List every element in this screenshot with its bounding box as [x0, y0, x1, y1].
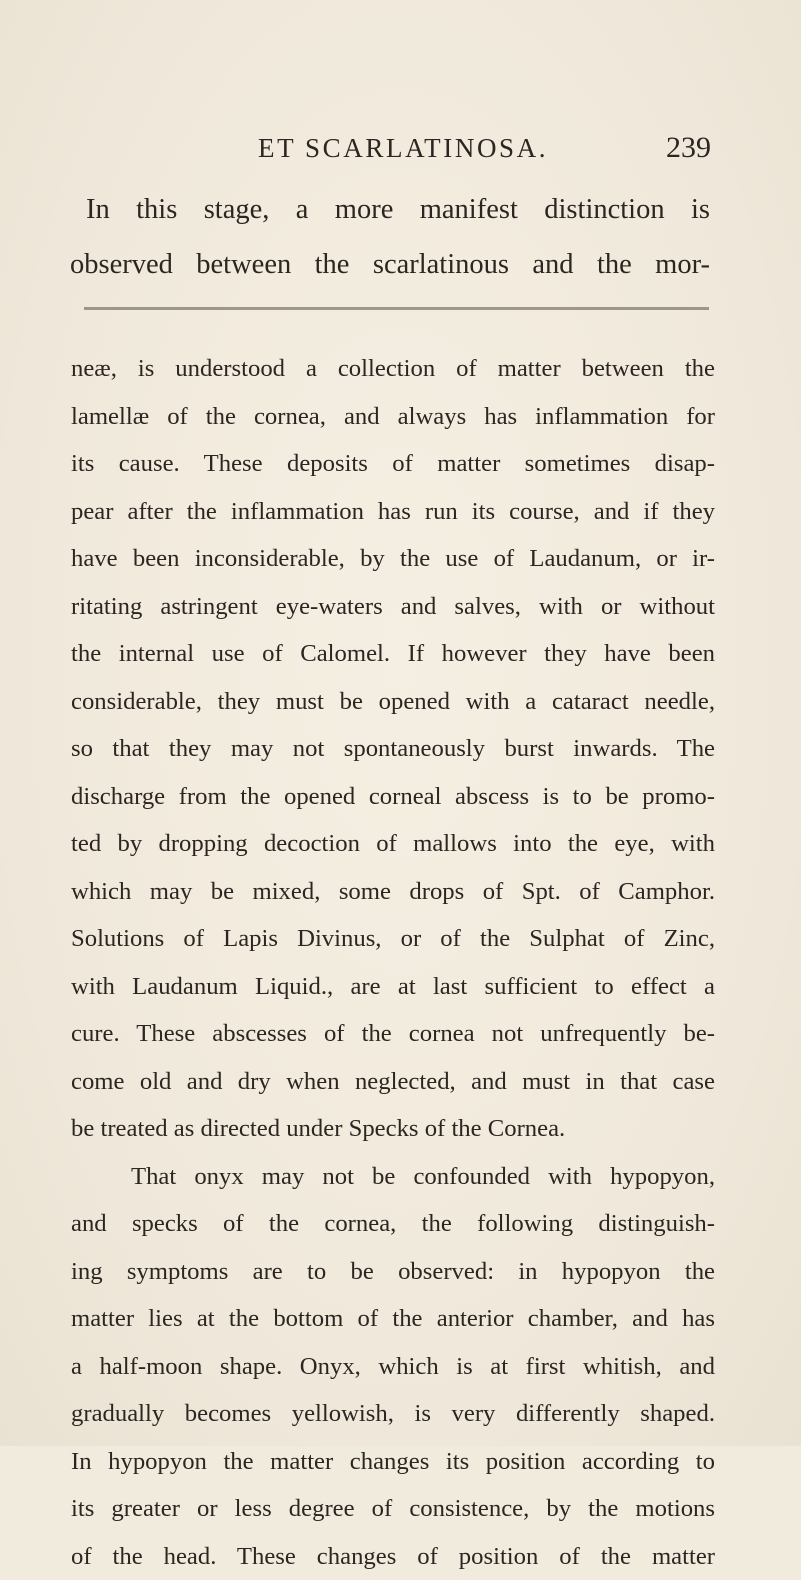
text-line: In hypopyon the matter changes its position according to [71, 1438, 715, 1486]
separated-passage [70, 182, 710, 292]
running-title: ET SCARLATINOSA. [258, 128, 548, 168]
text-line: which may be mixed, some drops of Spt. of Camphor. [71, 868, 715, 916]
text-line: ing symptoms are to be observed: in hypopyon the [71, 1248, 715, 1296]
body-text [71, 345, 715, 1580]
text-line: neæ, is understood a collection of matter between the [71, 345, 715, 393]
page-number: 239 [666, 128, 711, 168]
text-line: come old and dry when neglected, and must in that case [71, 1058, 715, 1106]
text-line: have been inconsiderable, by the use of Laudanum, or ir- [71, 535, 715, 583]
paragraph-2 [71, 1153, 715, 1580]
text-line: ritating astringent eye-waters and salves, with or without [71, 583, 715, 631]
text-line: Solutions of Lapis Divinus, or of the Sulphat of Zinc, [71, 915, 715, 963]
text-line: That onyx may not be confounded with hypopyon, [71, 1153, 715, 1201]
text-line: the internal use of Calomel. If however they have been [71, 630, 715, 678]
text-line: with Laudanum Liquid., are at last sufficient to effect a [71, 963, 715, 1011]
text-line: of the head. These changes of position of the matter [71, 1533, 715, 1580]
running-head [0, 128, 801, 168]
text-line: a half-moon shape. Onyx, which is at first whitish, and [71, 1343, 715, 1391]
text-line: its cause. These deposits of matter sometimes disap- [71, 440, 715, 488]
text-line: ted by dropping decoction of mallows into the eye, with [71, 820, 715, 868]
text-line: and specks of the cornea, the following distinguish- [71, 1200, 715, 1248]
text-line: pear after the inflammation has run its course, and if they [71, 488, 715, 536]
text-line: considerable, they must be opened with a cataract needle, [71, 678, 715, 726]
paragraph-1 [71, 345, 715, 1153]
text-line: lamellæ of the cornea, and always has inflammation for [71, 393, 715, 441]
text-line: In this stage, a more manifest distinction is [70, 182, 710, 237]
text-line: discharge from the opened corneal abscess is to be promo- [71, 773, 715, 821]
text-line: its greater or less degree of consistence, by the motions [71, 1485, 715, 1533]
text-line: matter lies at the bottom of the anterior chamber, and has [71, 1295, 715, 1343]
text-line: cure. These abscesses of the cornea not unfrequently be- [71, 1010, 715, 1058]
text-line: gradually becomes yellowish, is very differently shaped. [71, 1390, 715, 1438]
text-line: so that they may not spontaneously burst inwards. The [71, 725, 715, 773]
text-line: observed between the scarlatinous and the mor- [70, 237, 710, 292]
section-divider [84, 307, 709, 310]
text-line: be treated as directed under Specks of the Cornea. [71, 1105, 715, 1153]
